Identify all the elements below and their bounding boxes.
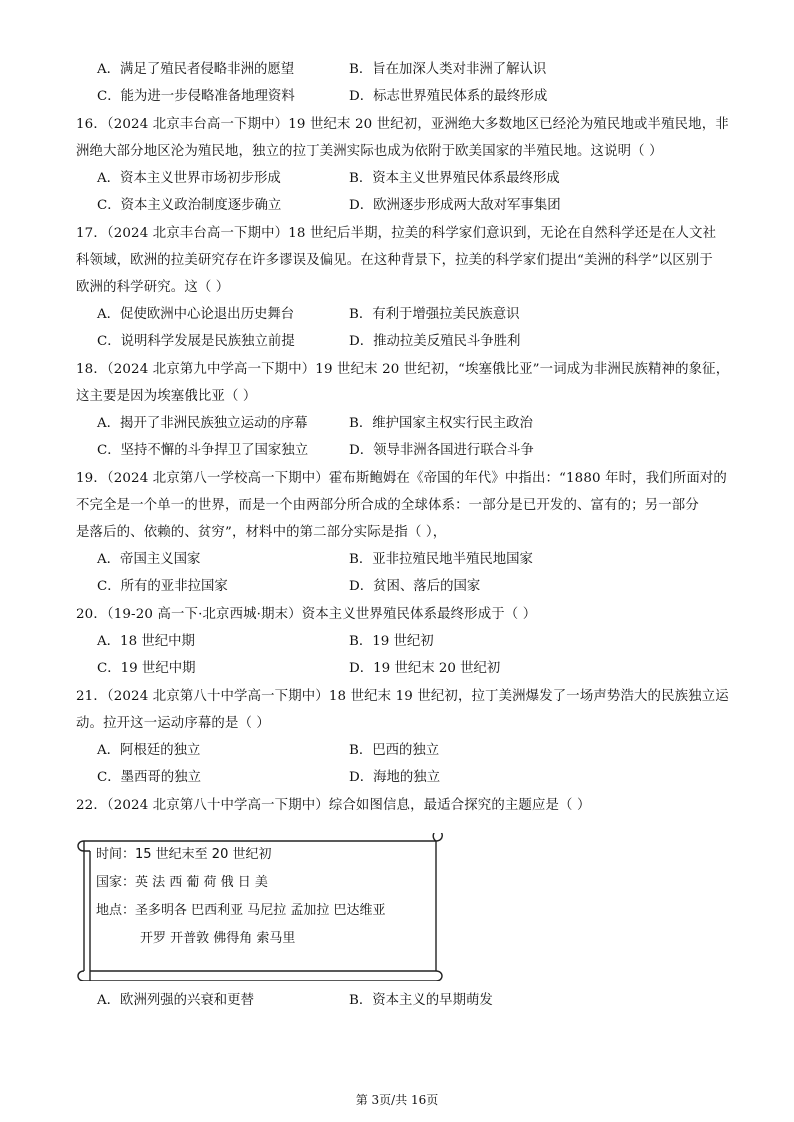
q15-option-d: D．标志世界殖民体系的最终形成 [349, 89, 548, 104]
scroll-places-line2: 开罗 开普敦 佛得角 索马里 [140, 931, 296, 946]
q19-stem-line2: 不完全是一个单一的世界，而是一个由两部分所合成的全球体系：一部分是已开发的、富有的；另一部分 [76, 498, 699, 513]
q21-stem-line2: 动。拉开这一运动序幕的是（ ） [76, 716, 270, 731]
q19-stem-line1: 19．（2024 北京第八一学校高一下期中）霍布斯鲍姆在《帝国的年代》中指出：“1880 年时，我们所面对的 [76, 471, 727, 486]
q16-stem-line1: 16．（2024 北京丰台高一下期中）19 世纪末 20 世纪初，亚洲绝大多数地区已经沦为殖民地或半殖民地，非 [76, 117, 729, 132]
q20-option-a: A．18 世纪中期 [97, 634, 195, 649]
q18-stem-line2: 这主要是因为埃塞俄比亚（ ） [76, 389, 257, 404]
q16-option-a: A．资本主义世界市场初步形成 [97, 171, 281, 186]
q15-option-b: B．旨在加深人类对非洲了解认识 [349, 62, 547, 77]
q18-stem-line1: 18．（2024 北京第九中学高一下期中）19 世纪末 20 世纪初，“埃塞俄比亚”一词成为非洲民族精神的象征， [76, 362, 730, 377]
q17-option-d: D．推动拉美反殖民斗争胜利 [349, 334, 521, 349]
q15-option-a: A．满足了殖民者侵略非洲的愿望 [97, 62, 295, 77]
q19-option-d: D．贫困、落后的国家 [349, 579, 481, 594]
q16-option-d: D．欧洲逐步形成两大敌对军事集团 [349, 198, 561, 213]
q16-option-c: C．资本主义政治制度逐步确立 [97, 198, 282, 213]
scroll-time: 时间：15 世纪末至 20 世纪初 [96, 847, 272, 862]
q17-stem-line3: 欧洲的科学研究。这（ ） [76, 280, 230, 295]
q17-option-a: A．促使欧洲中心论退出历史舞台 [97, 307, 295, 322]
q21-option-a: A．阿根廷的独立 [97, 743, 201, 758]
q17-option-b: B．有利于增强拉美民族意识 [349, 307, 520, 322]
q22-option-a: A．欧洲列强的兴衰和更替 [97, 993, 254, 1008]
q16-option-b: B．资本主义世界殖民体系最终形成 [349, 171, 560, 186]
q18-option-d: D．领导非洲各国进行联合斗争 [349, 443, 534, 458]
q16-stem-line2: 洲绝大部分地区沦为殖民地，独立的拉丁美洲实际也成为依附于欧美国家的半殖民地。这说明（ ） [76, 144, 663, 159]
q18-option-a: A．揭开了非洲民族独立运动的序幕 [97, 416, 308, 431]
scroll-places-line1: 地点：圣多明各 巴西利亚 马尼拉 孟加拉 巴达维亚 [96, 903, 386, 918]
q21-stem-line1: 21．（2024 北京第八十中学高一下期中）18 世纪末 19 世纪初，拉丁美洲爆发了一场声势浩大的民族独立运 [76, 689, 729, 704]
q19-option-b: B．亚非拉殖民地半殖民地国家 [349, 552, 533, 567]
scroll-countries: 国家：英 法 西 葡 荷 俄 日 美 [96, 875, 268, 890]
q17-stem-line1: 17．（2024 北京丰台高一下期中）18 世纪后半期，拉美的科学家们意识到，无论在自然科学还是在人文社 [76, 226, 717, 241]
q21-option-b: B．巴西的独立 [349, 743, 440, 758]
q21-option-d: D．海地的独立 [349, 770, 441, 785]
q17-stem-line2: 科领域，欧洲的拉美研究存在许多谬误及偏见。在这种背景下，拉美的科学家们提出“美洲的科学”以区别于 [76, 253, 713, 268]
q22-option-b: B．资本主义的早期萌发 [349, 993, 493, 1008]
q15-option-c: C．能为进一步侵略准备地理资料 [97, 89, 295, 104]
q22-stem-line1: 22．（2024 北京第八十中学高一下期中）综合如图信息，最适合探究的主题应是（ ） [76, 798, 591, 813]
q19-option-c: C．所有的亚非拉国家 [97, 579, 228, 594]
q18-option-b: B．维护国家主权实行民主政治 [349, 416, 533, 431]
q20-option-d: D．19 世纪末 20 世纪初 [349, 661, 501, 676]
q21-option-c: C．墨西哥的独立 [97, 770, 201, 785]
q17-option-c: C．说明科学发展是民族独立前提 [97, 334, 295, 349]
q19-option-a: A．帝国主义国家 [97, 552, 201, 567]
q20-stem-line1: 20．（19-20 高一下·北京西城·期末）资本主义世界殖民体系最终形成于（ ） [76, 607, 537, 622]
q20-option-b: B．19 世纪初 [349, 634, 434, 649]
scroll-figure [74, 833, 446, 981]
page-footer: 第 3页/共 16页 [355, 1093, 439, 1107]
q19-stem-line3: 是落后的、依赖的、贫穷”，材料中的第二部分实际是指（ ）， [76, 525, 447, 540]
q18-option-c: C．坚持不懈的斗争捍卫了国家独立 [97, 443, 309, 458]
q20-option-c: C．19 世纪中期 [97, 661, 196, 676]
